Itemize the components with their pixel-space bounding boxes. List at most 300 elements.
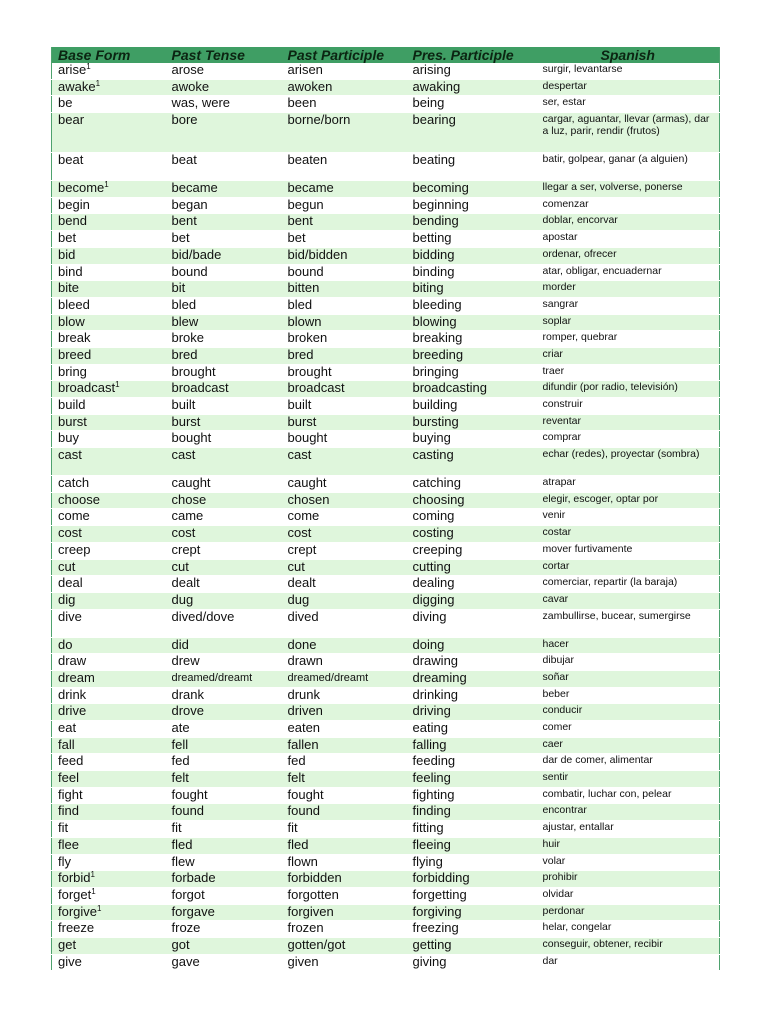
- present-participle-cell: [407, 381, 537, 398]
- present-participle-cell: [407, 181, 537, 198]
- base-form-cell: [52, 804, 166, 821]
- past-participle-cell-text: forbidden: [287, 870, 342, 886]
- spanish-cell: [537, 771, 720, 788]
- base-form-cell: [52, 281, 166, 298]
- present-participle-cell: [407, 954, 537, 971]
- past-participle-cell-text: forgotten: [287, 887, 339, 902]
- present-participle-cell-text: drawing: [412, 653, 459, 669]
- base-form-cell-text: come: [58, 508, 90, 524]
- past-participle-cell: [282, 197, 407, 214]
- past-participle-cell: [282, 576, 407, 593]
- base-form-cell-text: blow: [58, 314, 85, 329]
- spanish-cell: [537, 559, 720, 576]
- spanish-cell-text: apostar: [542, 231, 578, 244]
- past-participle-cell-text: fit: [287, 820, 298, 836]
- past-tense-cell: [166, 492, 282, 509]
- table-row: [52, 448, 720, 476]
- spanish-cell-text: sangrar: [542, 297, 579, 310]
- past-tense-cell-text: forbade: [171, 870, 216, 886]
- past-tense-cell: [166, 787, 282, 804]
- present-participle-cell-text: broadcasting: [412, 380, 487, 396]
- present-participle-cell-text: binding: [412, 264, 455, 279]
- base-form-cell-text: do: [58, 637, 73, 652]
- past-tense-cell-text: broke: [171, 330, 205, 346]
- table-row: [52, 113, 720, 153]
- past-tense-cell-text: did: [171, 637, 189, 652]
- past-tense-cell: [166, 854, 282, 871]
- present-participle-cell: [407, 542, 537, 559]
- present-participle-cell-text: cutting: [412, 559, 451, 574]
- base-form-cell-text: bend: [58, 213, 87, 229]
- base-form-cell-text: arise: [58, 63, 87, 77]
- spanish-cell-text: soñar: [542, 670, 569, 683]
- base-form-cell-text: bring: [58, 364, 87, 379]
- past-tense-cell: [166, 542, 282, 559]
- base-form-cell-text: bet: [58, 230, 77, 246]
- present-participle-cell: [407, 771, 537, 788]
- table-row: [52, 264, 720, 281]
- spanish-cell: [537, 654, 720, 671]
- present-participle-cell-text: fighting: [412, 787, 455, 802]
- base-form-cell: [52, 721, 166, 738]
- present-participle-cell-text: awaking: [412, 79, 461, 94]
- base-form-cell: [52, 754, 166, 771]
- present-participle-cell-text: costing: [412, 525, 454, 541]
- base-form-cell-text: bite: [58, 280, 79, 296]
- base-form-cell-text: fly: [58, 854, 71, 869]
- present-participle-cell: [407, 96, 537, 113]
- spanish-cell: [537, 637, 720, 654]
- present-participle-cell: [407, 79, 537, 96]
- spanish-cell-text: caer: [542, 737, 563, 750]
- base-form-cell: [52, 904, 166, 921]
- present-participle-cell-text: betting: [412, 230, 452, 246]
- past-tense-cell: [166, 476, 282, 493]
- base-form-cell-text: deal: [58, 575, 83, 591]
- past-participle-cell-text: fed: [287, 753, 306, 769]
- past-tense-cell-text: caught: [171, 475, 211, 491]
- base-form-cell-text: bear: [58, 112, 85, 128]
- present-participle-cell: [407, 398, 537, 415]
- table-row: [52, 654, 720, 671]
- present-participle-cell: [407, 837, 537, 854]
- past-participle-cell: [282, 542, 407, 559]
- spanish-cell-text: mover furtivamente: [542, 542, 633, 555]
- base-form-cell: [52, 837, 166, 854]
- past-participle-cell: [282, 314, 407, 331]
- present-participle-cell-text: breeding: [412, 347, 464, 362]
- past-participle-cell-text: gotten/got: [287, 937, 346, 952]
- past-tense-cell-text: bred: [171, 347, 198, 362]
- table-row: [52, 754, 720, 771]
- past-participle-cell-text: brought: [287, 364, 332, 379]
- spanish-cell: [537, 96, 720, 113]
- base-form-cell: [52, 687, 166, 704]
- past-tense-cell-text: fit: [171, 820, 182, 836]
- present-participle-cell-text: falling: [412, 737, 447, 752]
- spanish-cell: [537, 904, 720, 921]
- spanish-cell-text: reventar: [542, 414, 582, 427]
- past-tense-cell-text: beat: [171, 152, 197, 168]
- header-spanish: Spanish: [537, 47, 720, 63]
- present-participle-cell: [407, 721, 537, 738]
- base-form-cell-text: fight: [58, 787, 83, 802]
- base-form-cell: [52, 670, 166, 687]
- spanish-cell-text: dar de comer, alimentar: [542, 754, 653, 767]
- table-row: [52, 476, 720, 493]
- past-tense-cell: [166, 247, 282, 264]
- past-tense-cell-text: bet: [171, 230, 190, 246]
- past-tense-cell: [166, 871, 282, 888]
- past-participle-cell: [282, 63, 407, 79]
- past-tense-cell-text: dealt: [171, 575, 200, 591]
- past-tense-cell: [166, 264, 282, 281]
- past-tense-cell-text: fled: [171, 837, 193, 852]
- present-participle-cell-text: flying: [412, 854, 443, 869]
- table-row: [52, 904, 720, 921]
- spanish-cell-text: encontrar: [542, 804, 587, 817]
- present-participle-cell-text: becoming: [412, 180, 469, 196]
- base-form-cell-text: bid: [58, 247, 76, 262]
- past-tense-cell: [166, 592, 282, 609]
- past-participle-cell-text: dug: [287, 592, 310, 607]
- present-participle-cell: [407, 63, 537, 79]
- spanish-cell: [537, 721, 720, 738]
- past-tense-cell: [166, 804, 282, 821]
- spanish-cell-text: volar: [542, 854, 566, 867]
- spanish-cell-text: ajustar, entallar: [542, 821, 614, 834]
- spanish-cell: [537, 854, 720, 871]
- spanish-cell-text: traer: [542, 364, 565, 377]
- present-participle-cell: [407, 637, 537, 654]
- present-participle-cell-text: dreaming: [412, 670, 467, 685]
- past-participle-cell: [282, 381, 407, 398]
- past-tense-cell-text: forgot: [171, 887, 205, 902]
- present-participle-cell: [407, 247, 537, 264]
- past-participle-cell: [282, 264, 407, 281]
- spanish-cell-text: huir: [542, 837, 561, 850]
- spanish-cell-text: echar (redes), proyectar (sombra): [542, 448, 700, 461]
- spanish-cell: [537, 609, 720, 637]
- table-row: [52, 247, 720, 264]
- present-participle-cell: [407, 887, 537, 904]
- present-participle-cell: [407, 609, 537, 637]
- table-row: [52, 954, 720, 971]
- base-form-cell: [52, 637, 166, 654]
- base-form-cell: [52, 347, 166, 364]
- past-participle-cell-text: cost: [287, 525, 312, 541]
- spanish-cell: [537, 492, 720, 509]
- table-row: [52, 871, 720, 888]
- header-base-form: Base Form: [52, 47, 166, 63]
- past-tense-cell-text: fed: [171, 753, 190, 769]
- past-participle-cell: [282, 854, 407, 871]
- past-tense-cell: [166, 754, 282, 771]
- base-form-cell: [52, 231, 166, 248]
- present-participle-cell-text: eating: [412, 720, 448, 735]
- past-participle-cell-text: became: [287, 180, 334, 196]
- past-tense-cell: [166, 576, 282, 593]
- past-tense-cell-text: cost: [171, 525, 196, 541]
- past-tense-cell: [166, 921, 282, 938]
- present-participle-cell: [407, 113, 537, 153]
- table-row: [52, 576, 720, 593]
- base-form-cell: [52, 576, 166, 593]
- base-form-cell: [52, 592, 166, 609]
- table-row: [52, 704, 720, 721]
- past-participle-cell: [282, 476, 407, 493]
- past-participle-cell-text: built: [287, 397, 312, 412]
- present-participle-cell: [407, 414, 537, 431]
- base-form-cell-text: beat: [58, 152, 84, 168]
- past-participle-cell: [282, 771, 407, 788]
- past-tense-cell-text: bent: [171, 213, 197, 229]
- table-row: [52, 854, 720, 871]
- past-participle-cell: [282, 364, 407, 381]
- base-form-cell: [52, 787, 166, 804]
- past-tense-cell-text: felt: [171, 770, 189, 786]
- past-participle-cell-text: bent: [287, 213, 313, 229]
- past-participle-cell-text: bitten: [287, 280, 320, 296]
- spanish-cell: [537, 921, 720, 938]
- present-participle-cell-text: arising: [412, 63, 451, 77]
- spanish-cell-text: olvidar: [542, 887, 574, 900]
- past-participle-cell-text: driven: [287, 703, 323, 719]
- spanish-cell-text: sentir: [542, 771, 569, 784]
- footnote-marker: 1: [90, 870, 95, 880]
- spanish-cell: [537, 364, 720, 381]
- past-participle-cell: [282, 754, 407, 771]
- past-tense-cell-text: bound: [171, 264, 208, 279]
- present-participle-cell-text: forbidding: [412, 870, 470, 886]
- past-participle-cell: [282, 637, 407, 654]
- past-tense-cell-text: flew: [171, 854, 195, 869]
- base-form-cell: [52, 609, 166, 637]
- base-form-cell-text: feed: [58, 753, 84, 769]
- past-participle-cell: [282, 609, 407, 637]
- base-form-cell: [52, 937, 166, 954]
- past-participle-cell: [282, 347, 407, 364]
- past-participle-cell-text: found: [287, 803, 321, 819]
- table-row: [52, 214, 720, 231]
- spanish-cell: [537, 576, 720, 593]
- past-tense-cell: [166, 297, 282, 314]
- present-participle-cell: [407, 448, 537, 476]
- past-tense-cell: [166, 637, 282, 654]
- present-participle-cell: [407, 197, 537, 214]
- past-tense-cell-text: burst: [171, 414, 201, 429]
- spanish-cell-text: zambullirse, bucear, sumergirse: [542, 609, 691, 622]
- past-tense-cell-text: dived/dove: [171, 609, 235, 624]
- spanish-cell: [537, 737, 720, 754]
- past-tense-cell: [166, 954, 282, 971]
- spanish-cell: [537, 314, 720, 331]
- spanish-cell-text: atar, obligar, encuadernar: [542, 264, 662, 277]
- past-tense-cell-text: drew: [171, 653, 200, 669]
- past-participle-cell-text: cut: [287, 559, 305, 574]
- table-row: [52, 937, 720, 954]
- base-form-cell-text: dream: [58, 670, 95, 685]
- past-participle-cell-text: broadcast: [287, 380, 345, 396]
- past-tense-cell: [166, 821, 282, 838]
- past-participle-cell: [282, 181, 407, 198]
- present-participle-cell-text: building: [412, 397, 458, 412]
- past-participle-cell-text: done: [287, 637, 317, 652]
- present-participle-cell-text: bringing: [412, 364, 459, 379]
- base-form-cell: [52, 96, 166, 113]
- table-row: [52, 398, 720, 415]
- past-tense-cell: [166, 281, 282, 298]
- spanish-cell: [537, 821, 720, 838]
- past-participle-cell: [282, 937, 407, 954]
- spanish-cell: [537, 113, 720, 153]
- past-participle-cell: [282, 921, 407, 938]
- spanish-cell: [537, 804, 720, 821]
- table-row: [52, 96, 720, 113]
- table-row: [52, 771, 720, 788]
- past-tense-cell: [166, 96, 282, 113]
- past-tense-cell-text: was, were: [171, 95, 231, 111]
- present-participle-cell: [407, 364, 537, 381]
- spanish-cell: [537, 381, 720, 398]
- table-row: [52, 542, 720, 559]
- past-tense-cell-text: cut: [171, 559, 189, 574]
- base-form-cell: [52, 197, 166, 214]
- base-form-cell-text: draw: [58, 653, 87, 669]
- spanish-cell: [537, 197, 720, 214]
- base-form-cell: [52, 921, 166, 938]
- present-participle-cell: [407, 704, 537, 721]
- base-form-cell: [52, 542, 166, 559]
- past-tense-cell-text: drove: [171, 703, 205, 719]
- present-participle-cell-text: breaking: [412, 330, 463, 346]
- spanish-cell: [537, 414, 720, 431]
- base-form-cell-text: awake: [58, 79, 96, 94]
- base-form-cell: [52, 821, 166, 838]
- table-row: [52, 331, 720, 348]
- past-participle-cell-text: borne/born: [287, 112, 351, 128]
- present-participle-cell-text: catching: [412, 475, 461, 491]
- present-participle-cell-text: bearing: [412, 112, 456, 128]
- spanish-cell: [537, 787, 720, 804]
- spanish-cell-text: prohibir: [542, 871, 578, 884]
- base-form-cell-text: forget: [58, 887, 92, 902]
- spanish-cell-text: comprar: [542, 431, 582, 444]
- present-participle-cell-text: beating: [412, 152, 456, 168]
- present-participle-cell-text: casting: [412, 447, 454, 463]
- past-participle-cell: [282, 297, 407, 314]
- present-participle-cell: [407, 854, 537, 871]
- table-row: [52, 63, 720, 79]
- spanish-cell: [537, 871, 720, 888]
- past-participle-cell-text: bought: [287, 430, 328, 446]
- base-form-cell: [52, 887, 166, 904]
- table-row: [52, 737, 720, 754]
- present-participle-cell-text: doing: [412, 637, 445, 652]
- present-participle-cell-text: giving: [412, 954, 447, 969]
- table-row: [52, 79, 720, 96]
- past-participle-cell-text: dived: [287, 609, 319, 624]
- present-participle-cell: [407, 153, 537, 181]
- spanish-cell: [537, 181, 720, 198]
- present-participle-cell: [407, 921, 537, 938]
- past-participle-cell-text: dealt: [287, 575, 316, 591]
- past-participle-cell: [282, 687, 407, 704]
- past-tense-cell-text: came: [171, 508, 204, 524]
- spanish-cell-text: llegar a ser, volverse, ponerse: [542, 181, 683, 194]
- past-tense-cell: [166, 737, 282, 754]
- present-participle-cell: [407, 347, 537, 364]
- spanish-cell-text: romper, quebrar: [542, 331, 618, 344]
- past-participle-cell: [282, 526, 407, 543]
- spanish-cell: [537, 592, 720, 609]
- past-participle-cell: [282, 281, 407, 298]
- past-participle-cell-text: forgiven: [287, 904, 334, 919]
- past-tense-cell: [166, 231, 282, 248]
- past-participle-cell-text: drawn: [287, 653, 323, 669]
- base-form-cell-text: dig: [58, 592, 76, 607]
- present-participle-cell: [407, 592, 537, 609]
- base-form-cell-text: be: [58, 95, 73, 111]
- base-form-cell: [52, 63, 166, 79]
- base-form-cell: [52, 79, 166, 96]
- past-tense-cell-text: gave: [171, 954, 200, 969]
- past-tense-cell: [166, 79, 282, 96]
- past-tense-cell: [166, 431, 282, 448]
- past-participle-cell: [282, 448, 407, 476]
- table-row: [52, 381, 720, 398]
- present-participle-cell: [407, 314, 537, 331]
- table-row: [52, 153, 720, 181]
- past-participle-cell: [282, 670, 407, 687]
- base-form-cell-text: bleed: [58, 297, 90, 312]
- past-tense-cell: [166, 559, 282, 576]
- spanish-cell-text: beber: [542, 687, 570, 700]
- present-participle-cell: [407, 937, 537, 954]
- past-participle-cell-text: caught: [287, 475, 327, 491]
- spanish-cell: [537, 754, 720, 771]
- spanish-cell-text: criar: [542, 347, 563, 360]
- footnote-marker: 1: [91, 887, 96, 896]
- present-participle-cell-text: forgetting: [412, 887, 467, 902]
- past-participle-cell: [282, 96, 407, 113]
- spanish-cell-text: cargar, aguantar, llevar (armas), dar a luz, parir, rendir (frutos): [542, 113, 710, 138]
- base-form-cell: [52, 364, 166, 381]
- past-participle-cell: [282, 904, 407, 921]
- base-form-cell-text: flee: [58, 837, 79, 852]
- table-row: [52, 231, 720, 248]
- present-participle-cell-text: blowing: [412, 314, 457, 329]
- base-form-cell-text: forgive: [58, 904, 98, 919]
- spanish-cell: [537, 704, 720, 721]
- past-participle-cell: [282, 954, 407, 971]
- footnote-marker: 1: [115, 380, 120, 390]
- present-participle-cell-text: getting: [412, 937, 452, 952]
- past-participle-cell-text: flown: [287, 854, 318, 869]
- past-tense-cell-text: found: [171, 803, 205, 819]
- past-tense-cell: [166, 197, 282, 214]
- table-row: [52, 509, 720, 526]
- past-tense-cell: [166, 214, 282, 231]
- spanish-cell-text: combatir, luchar con, pelear: [542, 787, 672, 800]
- past-participle-cell: [282, 153, 407, 181]
- base-form-cell-text: fall: [58, 737, 75, 752]
- present-participle-cell: [407, 264, 537, 281]
- present-participle-cell: [407, 431, 537, 448]
- past-participle-cell: [282, 398, 407, 415]
- past-participle-cell: [282, 559, 407, 576]
- base-form-cell: [52, 448, 166, 476]
